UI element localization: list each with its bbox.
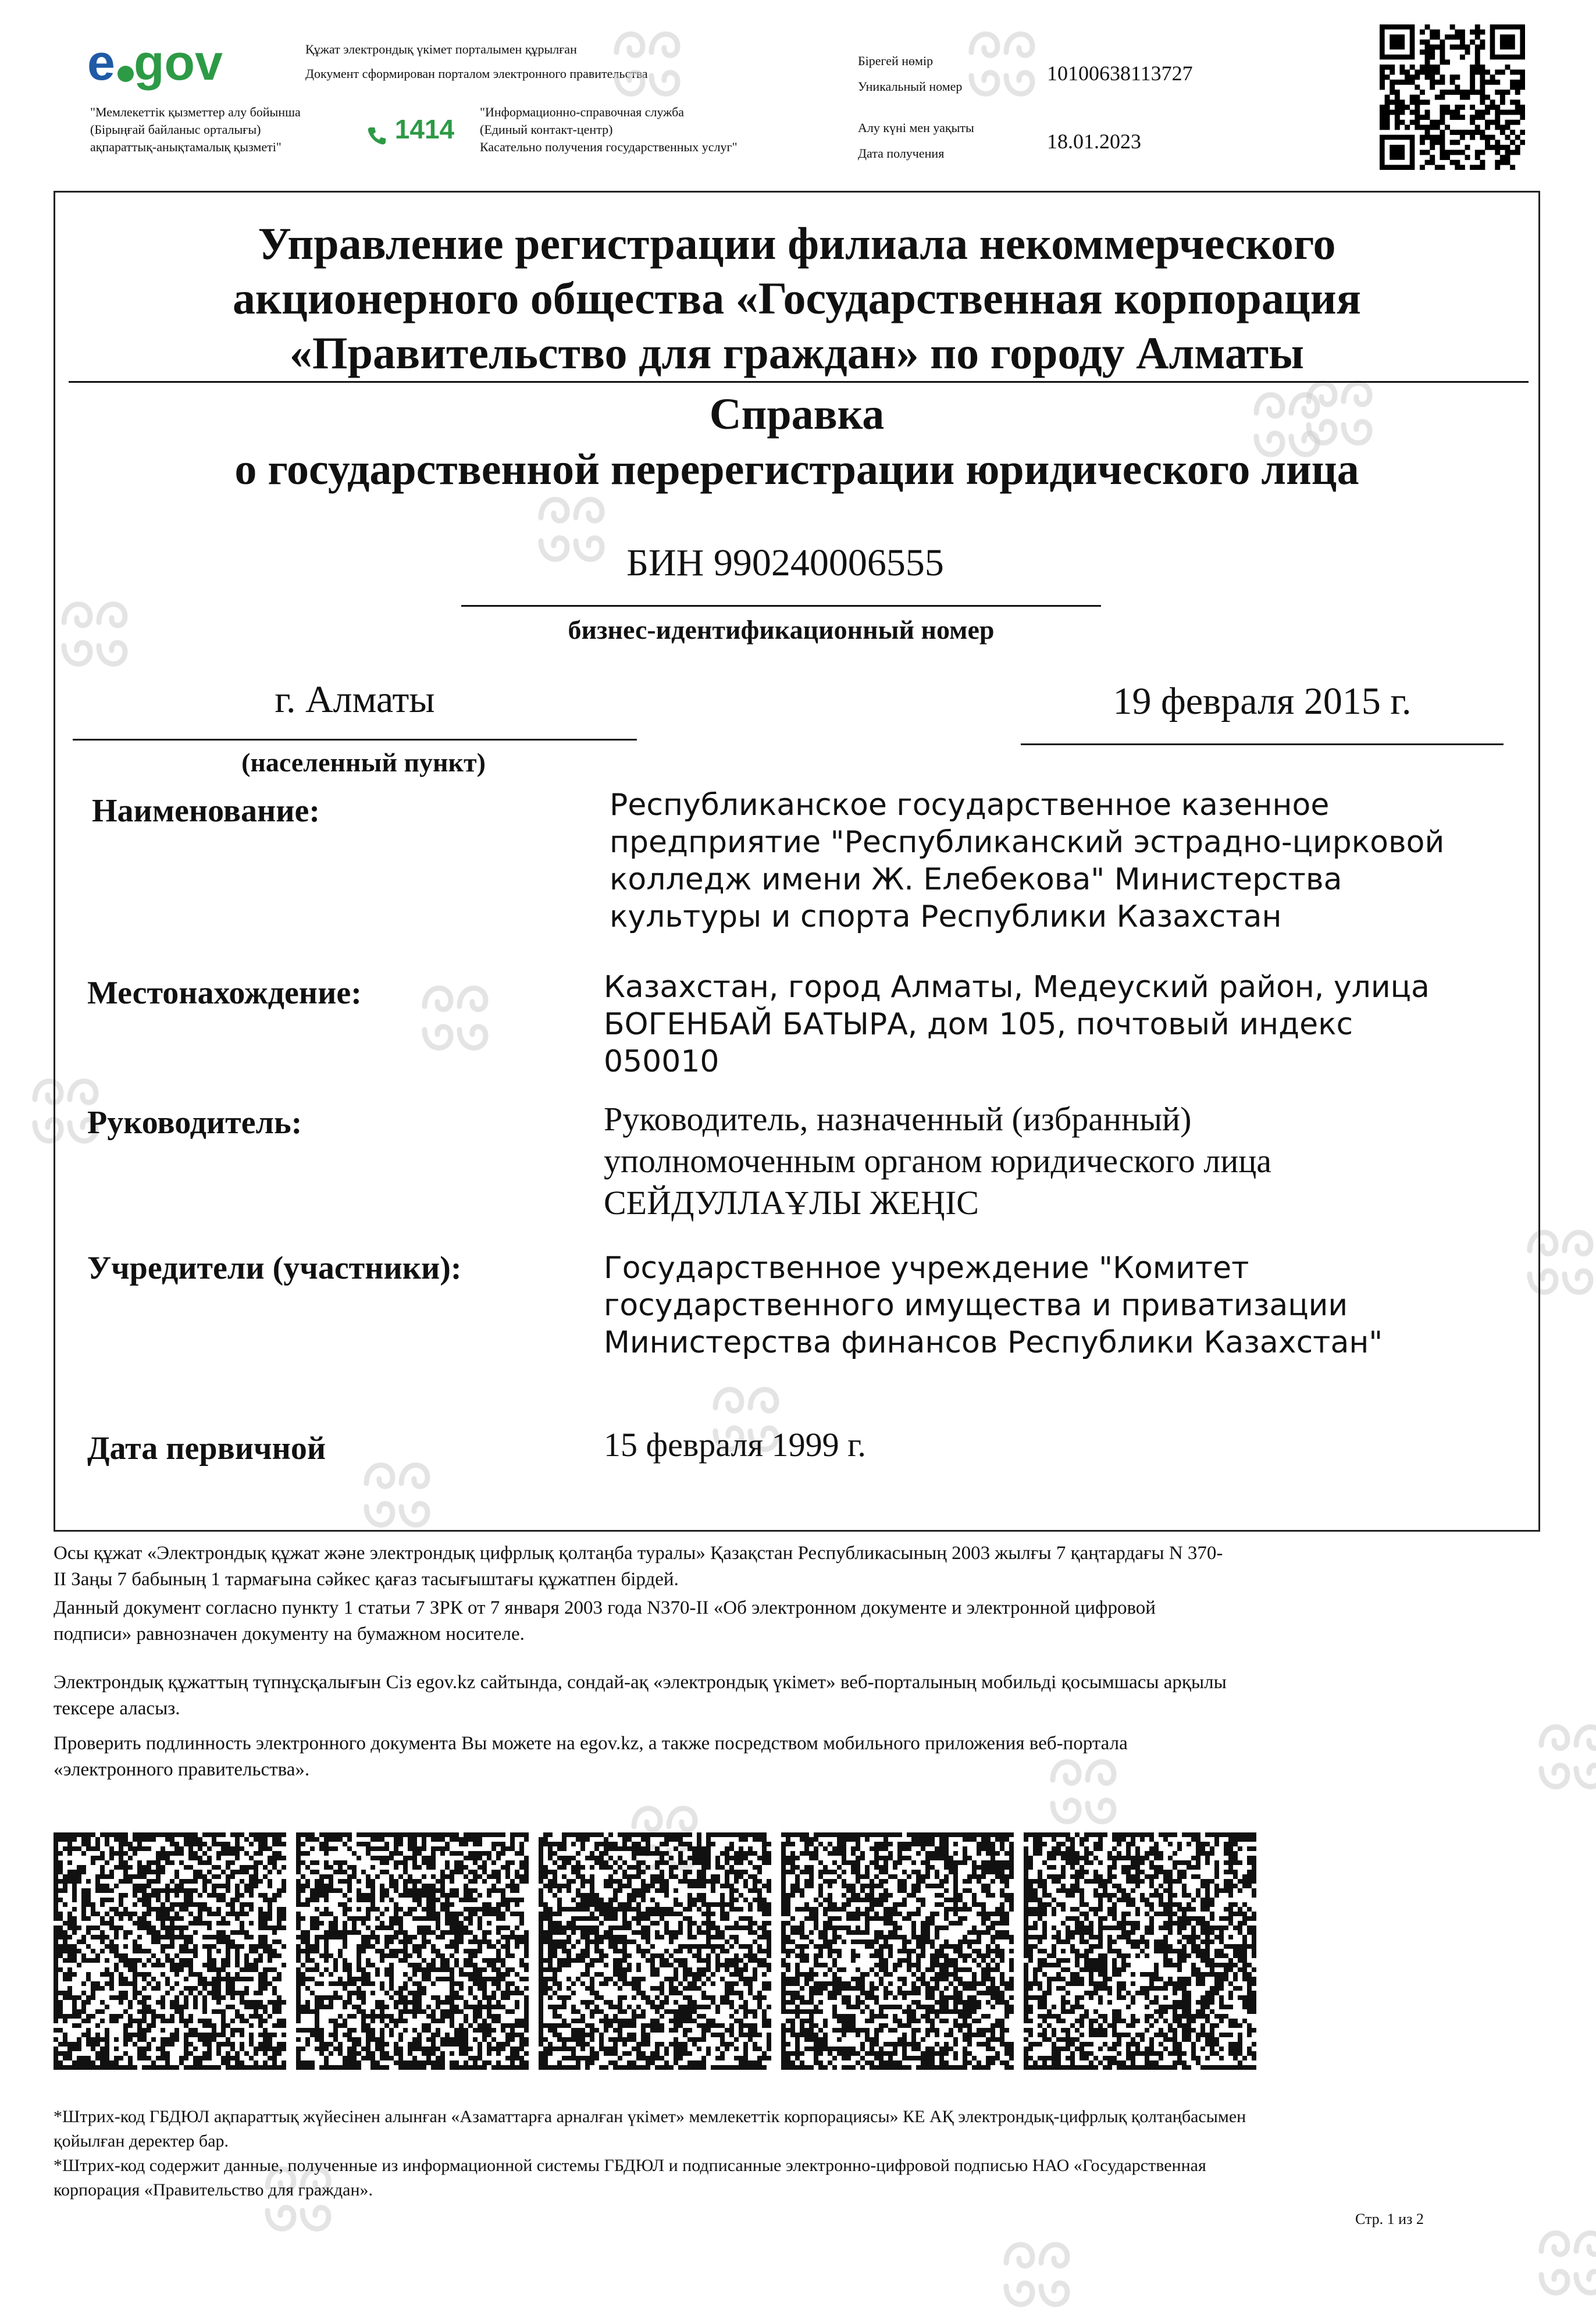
egov-logo (87, 32, 273, 102)
legal-note-kz: Осы құжат «Электрондық құжат және электрондық цифрлық қолтаңба туралы» Қазақстан Республикасының 2003 жылғы 7 қаңтардағы N 370- II Заңы 7 бабының 1 тармағына сәйкес қағаз тасығыштағы құжатпен бірдей. (54, 1540, 1542, 1593)
svg-text:e: e (87, 35, 115, 91)
bin-underline (461, 605, 1101, 607)
verify-note-ru: Проверить подлинность электронного документа Вы можете на egov.kz, а также посредством мобильного приложения веб-портала «электронного правительства». (54, 1731, 1542, 1783)
service-center-kz: "Мемлекеттік қызметтер алу бойынша (Бірыңғай байланыс орталығы) ақпараттық-анықтамалық қызметі" (90, 104, 301, 156)
ornament-icon (599, 12, 698, 111)
portal-note-kz: Құжат электрондық үкімет порталымен құрылған (305, 41, 577, 58)
name-value: Республиканское государственное казенное предприятие "Республиканский эстрадно-цирковой колледж имени Ж. Елебекова" Министерства культуры и спорта Республики Казахстан (610, 786, 1444, 935)
divider (69, 381, 1529, 383)
service-center-ru: "Информационно-справочная служба (Единый контакт-центр) Касательно получения государственных услуг" (480, 104, 738, 156)
portal-note-ru: Документ сформирован порталом электронного правительства (305, 65, 648, 83)
location-label: Местонахождение: (87, 974, 362, 1012)
place-caption: (населенный пункт) (73, 747, 654, 778)
unique-number-label: Бірегей нөмір Уникальный номер (858, 52, 962, 95)
legal-note-ru: Данный документ согласно пункту 1 статьи 7 ЗРК от 7 января 2003 года N370-II «Об электронном документе и электронной цифровой подписи» равнозначен документу на бумажном носителе. (54, 1595, 1542, 1647)
barcode-note-kz: *Штрих-код ГБДЮЛ ақпараттық жүйесінен алынған «Азаматтарға арналған үкімет» мемлекеттік корпорациясы» КЕ АҚ электрондық-цифрлық қолтаңбасымен қойылған деректер бар. (54, 2105, 1542, 2154)
data-barcode-strip (54, 1832, 1257, 2070)
verify-note-kz: Электрондық құжаттың түпнұсқалығын Сіз egov.kz сайтында, сондай-ақ «электрондық үкімет» веб-порталының мобильді қосымшасы арқылы тексере аласыз. (54, 1670, 1542, 1722)
unique-number: 10100638113727 (1047, 61, 1193, 86)
page-number: Стр. 1 из 2 (1355, 2211, 1424, 2228)
contact-phone: 1414 (366, 113, 454, 145)
bin-caption: бизнес-идентификационный номер (461, 614, 1101, 645)
barcode-note-ru: *Штрих-код содержит данные, полученные из информационной системы ГБДЮЛ и подписанные электронно-цифровой подписью НАО «Государственная корпорация «Правительство для граждан». (54, 2154, 1542, 2202)
issuing-organization: Управление регистрации филиала некоммерческого акционерного общества «Государственная корпорация «Правительство для граждан» по городу Алматы (81, 216, 1512, 380)
place-underline (73, 739, 637, 741)
document-date: 19 февраля 2015 г. (1021, 679, 1504, 724)
document-subtitle: о государственной перерегистрации юридического лица (81, 442, 1512, 497)
date-received: 18.01.2023 (1047, 129, 1141, 154)
founders-label: Учредители (участники): (87, 1250, 462, 1287)
phone-icon (366, 121, 387, 142)
qr-code (1380, 24, 1525, 170)
head-value: Руководитель, назначенный (избранный) уполномоченным органом юридического лица СЕЙДУЛЛАҰЛЫ ЖЕҢІС (604, 1098, 1271, 1224)
location-value: Казахстан, город Алматы, Медеуский район, улица БОГЕНБАЙ БАТЫРА, дом 105, почтовый индекс 050010 (604, 969, 1430, 1080)
head-label: Руководитель: (87, 1104, 302, 1141)
ornament-icon (1524, 2211, 1596, 2309)
name-label: Наименование: (92, 792, 320, 830)
founders-value: Государственное учреждение "Комитет государственного имущества и приватизации Министерства финансов Республики Казахстан" (604, 1250, 1383, 1361)
initial-date-value: 15 февраля 1999 г. (604, 1424, 866, 1466)
initial-date-label: Дата первичной (87, 1430, 326, 1467)
svg-text:gov: gov (134, 35, 223, 91)
place: г. Алматы (73, 678, 637, 722)
document-title: Справка (81, 387, 1512, 442)
date-underline (1021, 743, 1504, 745)
ornament-icon (989, 2222, 1088, 2321)
ornament-icon (954, 12, 1053, 111)
date-received-label: Алу күні мен уақыты Дата получения (858, 119, 974, 162)
bin-number: БИН 990240006555 (465, 541, 1105, 585)
